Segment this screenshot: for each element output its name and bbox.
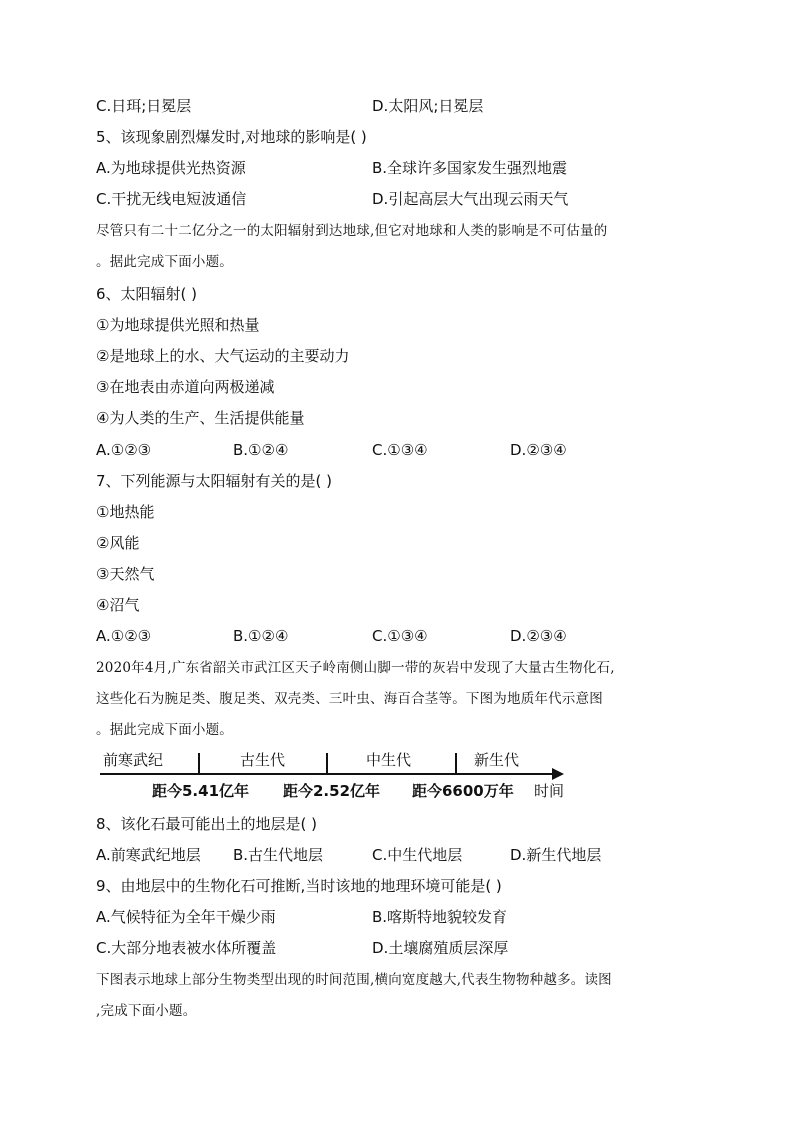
q5-option-b: B.全球许多国家发生强烈地震 [372,159,568,177]
q6-option-b: B.①②④ [233,441,289,459]
q8-stem: 8、该化石最可能出土的地层是( ) [96,815,318,833]
q9-option-b: B.喀斯特地貌较发育 [372,908,508,926]
q7-item-4: ④沼气 [96,596,140,614]
q6-option-d: D.②③④ [510,441,567,459]
q9-option-c: C.大部分地表被水体所覆盖 [96,939,277,957]
q4-option-d: D.太阳风;日冕层 [372,97,484,115]
intro1-line2: 。据此完成下面小题。 [96,254,233,270]
q9-option-d: D.土壤腐殖质层深厚 [372,939,509,957]
q8-option-d: D.新生代地层 [510,846,602,864]
q9-stem: 9、由地层中的生物化石可推断,当时该地的地理环境可能是( ) [96,877,502,895]
intro2-line1: 2020年4月,广东省韶关市武江区天子岭南侧山脚一带的灰岩中发现了大量古生物化石, [96,660,615,676]
time-mark-3: 距今6600万年 [412,782,514,800]
intro2-line2: 这些化石为腕足类、腹足类、双壳类、三叶虫、海百合茎等。下图为地质年代示意图 [96,691,603,707]
timeline-axis-label: 时间 [534,782,565,800]
q5-option-a: A.为地球提供光热资源 [96,159,246,177]
q7-option-d: D.②③④ [510,627,567,645]
intro3-line1: 下图表示地球上部分生物类型出现的时间范围,横向宽度越大,代表生物物种越多。读图 [96,972,612,988]
era-cenozoic: 新生代 [474,751,520,769]
q8-option-c: C.中生代地层 [372,846,463,864]
q4-option-c: C.日珥;日冕层 [96,97,192,115]
time-mark-2: 距今2.52亿年 [283,782,381,800]
q5-option-d: D.引起高层大气出现云雨天气 [372,190,569,208]
q6-option-a: A.①②③ [96,441,152,459]
era-paleozoic: 古生代 [240,751,286,769]
q7-item-1: ①地热能 [96,503,155,521]
q8-option-b: B.古生代地层 [233,846,324,864]
q7-option-c: C.①③④ [372,627,428,645]
intro3-line2: ,完成下面小题。 [96,1003,197,1019]
q6-option-c: C.①③④ [372,441,428,459]
q6-item-3: ③在地表由赤道向两极递减 [96,378,275,396]
timeline-arrow-icon [552,768,564,780]
intro1-line1: 尽管只有二十二亿分之一的太阳辐射到达地球,但它对地球和人类的影响是不可估量的 [96,223,608,239]
intro2-line3: 。据此完成下面小题。 [96,722,233,738]
q5-option-c: C.干扰无线电短波通信 [96,190,247,208]
q7-stem: 7、下列能源与太阳辐射有关的是( ) [96,472,333,490]
q6-item-2: ②是地球上的水、大气运动的主要动力 [96,347,350,365]
geologic-timeline-diagram [96,745,576,807]
q7-option-b: B.①②④ [233,627,289,645]
q7-item-2: ②风能 [96,534,140,552]
q9-option-a: A.气候特征为全年干燥少雨 [96,908,276,926]
time-mark-1: 距今5.41亿年 [152,782,250,800]
q8-option-a: A.前寒武纪地层 [96,846,201,864]
q7-option-a: A.①②③ [96,627,152,645]
q6-item-4: ④为人类的生产、生活提供能量 [96,409,305,427]
q7-item-3: ③天然气 [96,565,155,583]
q5-stem: 5、该现象剧烈爆发时,对地球的影响是( ) [96,128,367,146]
q6-stem: 6、太阳辐射( ) [96,285,198,303]
q6-item-1: ①为地球提供光照和热量 [96,316,260,334]
era-precambrian: 前寒武纪 [103,751,164,769]
era-mesozoic: 中生代 [366,751,412,769]
